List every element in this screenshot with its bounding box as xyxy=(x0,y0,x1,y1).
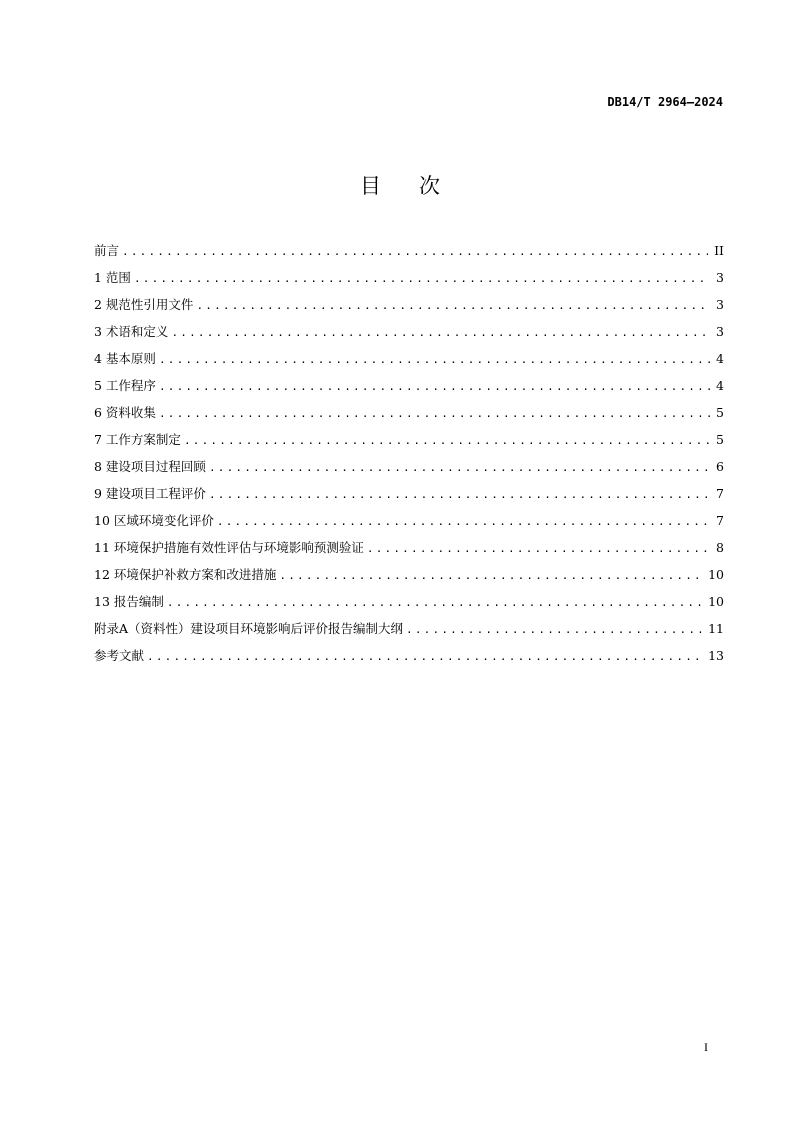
toc-entry-work-procedure[interactable] xyxy=(94,376,724,403)
toc-leader-dots xyxy=(184,431,710,451)
toc-entry-data-collection[interactable] xyxy=(94,403,724,430)
toc-entry-label: 前言 xyxy=(94,243,120,258)
toc-entry-process-review[interactable] xyxy=(94,457,724,484)
toc-leader-dots xyxy=(367,539,710,559)
toc-entry-normative-references[interactable] xyxy=(94,295,724,322)
toc-entry-label: 附录A（资料性）建设项目环境影响后评价报告编制大纲 xyxy=(94,621,404,636)
toc-entry-label: 10 区域环境变化评价 xyxy=(94,513,214,528)
toc-entry-label: 4 基本原则 xyxy=(94,351,156,366)
toc-entry-page: 4 xyxy=(716,351,724,366)
toc-entry-engineering-evaluation[interactable] xyxy=(94,484,724,511)
toc-entry-page: 13 xyxy=(708,648,724,663)
toc-entry-label: 5 工作程序 xyxy=(94,378,156,393)
toc-leader-dots xyxy=(159,377,710,397)
toc-entry-label: 参考文献 xyxy=(94,648,145,663)
toc-leader-dots xyxy=(147,647,702,667)
toc-leader-dots xyxy=(171,323,710,343)
toc-leader-dots xyxy=(406,620,702,640)
toc-entry-work-plan[interactable] xyxy=(94,430,724,457)
toc-entry-regional-change[interactable] xyxy=(94,511,724,538)
toc-entry-page: 5 xyxy=(716,432,724,447)
toc-leader-dots xyxy=(209,458,710,478)
toc-entry-bibliography[interactable] xyxy=(94,646,724,673)
toc-entry-page: 3 xyxy=(716,324,724,339)
toc-entry-page: 7 xyxy=(716,486,724,501)
toc-entry-page: 8 xyxy=(716,540,724,555)
toc-entry-scope[interactable] xyxy=(94,268,724,295)
toc-list xyxy=(94,241,724,673)
toc-leader-dots xyxy=(159,350,710,370)
toc-entry-label: 3 术语和定义 xyxy=(94,324,169,339)
toc-leader-dots xyxy=(279,566,702,586)
toc-entry-terms-definitions[interactable] xyxy=(94,322,724,349)
toc-entry-label: 2 规范性引用文件 xyxy=(94,297,194,312)
toc-entry-label: 12 环境保护补救方案和改进措施 xyxy=(94,567,277,582)
toc-entry-label: 6 资料收集 xyxy=(94,405,156,420)
toc-entry-label: 8 建设项目过程回顾 xyxy=(94,459,206,474)
toc-entry-label: 7 工作方案制定 xyxy=(94,432,181,447)
toc-entry-remedial-plan[interactable] xyxy=(94,565,724,592)
toc-entry-page: 11 xyxy=(708,621,724,636)
toc-leader-dots xyxy=(122,242,708,262)
toc-entry-page: 4 xyxy=(716,378,724,393)
toc-entry-label: 9 建设项目工程评价 xyxy=(94,486,206,501)
toc-title: 目次 xyxy=(360,174,478,198)
toc-leader-dots xyxy=(159,404,710,424)
toc-entry-label: 13 报告编制 xyxy=(94,594,164,609)
toc-entry-page: 5 xyxy=(716,405,724,420)
toc-entry-page: 6 xyxy=(716,459,724,474)
toc-leader-dots xyxy=(167,593,702,613)
toc-entry-label: 11 环境保护措施有效性评估与环境影响预测验证 xyxy=(94,540,364,555)
toc-leader-dots xyxy=(134,269,710,289)
toc-entry-page: II xyxy=(714,243,724,258)
toc-entry-report-preparation[interactable] xyxy=(94,592,724,619)
page-number: I xyxy=(704,1040,708,1054)
toc-leader-dots xyxy=(196,296,710,316)
toc-entry-label: 1 范围 xyxy=(94,270,131,285)
toc-entry-foreword[interactable] xyxy=(94,241,724,268)
toc-entry-page: 3 xyxy=(716,297,724,312)
toc-leader-dots xyxy=(209,485,710,505)
toc-entry-page: 7 xyxy=(716,513,724,528)
toc-entry-page: 10 xyxy=(708,567,724,582)
toc-entry-appendix-a[interactable] xyxy=(94,619,724,646)
toc-entry-page: 3 xyxy=(716,270,724,285)
toc-leader-dots xyxy=(217,512,710,532)
toc-entry-page: 10 xyxy=(708,594,724,609)
toc-entry-measure-effectiveness[interactable] xyxy=(94,538,724,565)
toc-entry-basic-principles[interactable] xyxy=(94,349,724,376)
document-code: DB14/T 2964—2024 xyxy=(607,95,723,109)
